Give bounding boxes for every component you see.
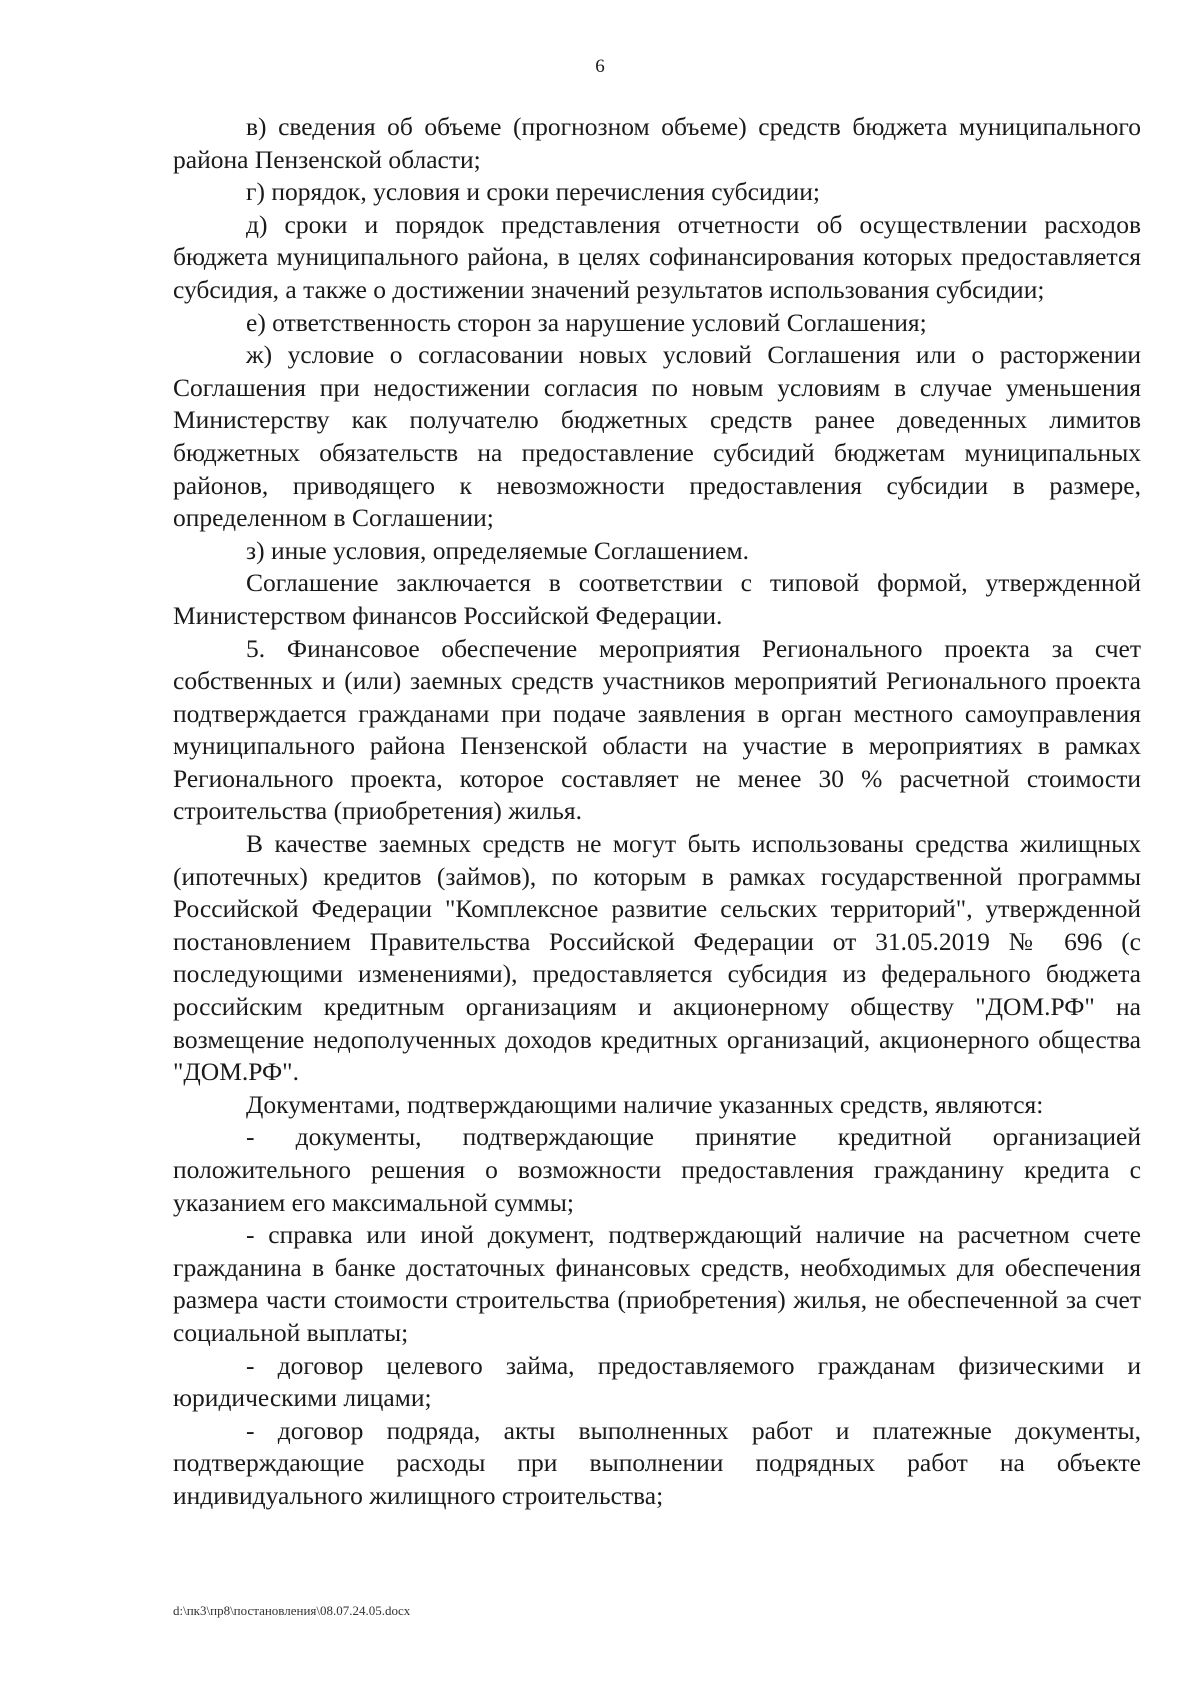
page-number: 6 <box>595 56 605 77</box>
paragraph-item-zh: ж) условие о согласовании новых условий Соглашения или о расторжении Соглашения при недостижении согласия по новым условиям в случае уменьшения Министерству как получателю бюджетных средств ранее доведенных лимитов бюджетных обязательств на предоставление субсидий бюджетам муниципальных районов, приводящего к невозможности предоставления субсидии в размере, определенном в Соглашении; <box>173 340 1141 533</box>
footer-file-path: d:\пк3\пр8\постановления\08.07.24.05.docx <box>173 1603 411 1618</box>
paragraph-borrowed-funds: В качестве заемных средств не могут быть использованы средства жилищных (ипотечных) кредитов (займов), по которым в рамках государственной программы Российской Федерации "Комплексное развитие сельских территорий", утвержденной постановлением Правительства Российской Федерации от 31.05.2019 № 696 (с последующими изменениями), предоставляется субсидия из федерального бюджета российским кредитным организациям и акционерному обществу "ДОМ.РФ" на возмещение недополученных доходов кредитных организаций, акционерного общества "ДОМ.РФ". <box>173 829 1141 1087</box>
paragraph-item-e: е) ответственность сторон за нарушение условий Соглашения; <box>246 307 927 337</box>
list-item-credit-decision: - документы, подтверждающие принятие кредитной организацией положительного решения о возможности предоставления гражданину кредита с указанием его максимальной суммы; <box>173 1122 1141 1217</box>
paragraph-item-d: д) сроки и порядок представления отчетности об осуществлении расходов бюджета муниципального района, в целях софинансирования которых предоставляется субсидия, а также о достижении значений результатов использования субсидии; <box>173 209 1141 304</box>
paragraph-documents-intro: Документами, подтверждающими наличие указанных средств, являются: <box>246 1089 1044 1119</box>
paragraph-clause-5: 5. Финансовое обеспечение мероприятия Регионального проекта за счет собственных и (или) заемных средств участников мероприятий Регионального проекта подтверждается гражданами при подаче заявления в орган местного самоуправления муниципального района Пензенской области на участие в мероприятиях в рамках Регионального проекта, которое составляет не менее 30 % расчетной стоимости строительства (приобретения) жилья. <box>173 633 1141 826</box>
paragraph-item-v: в) сведения об объеме (прогнозном объеме) средств бюджета муниципального района Пензенской области; <box>173 112 1141 174</box>
document-body <box>173 111 1141 1513</box>
list-item-contract-agreement: - договор подряда, акты выполненных работ и платежные документы, подтверждающие расходы при выполнении подрядных работ на объекте индивидуального жилищного строительства; <box>173 1415 1141 1510</box>
paragraph-item-g: г) порядок, условия и сроки перечисления субсидии; <box>246 177 820 207</box>
paragraph-item-z: з) иные условия, определяемые Соглашением. <box>246 535 749 565</box>
list-item-loan-agreement: - договор целевого займа, предоставляемого гражданам физическими и юридическими лицами; <box>173 1350 1141 1413</box>
paragraph-agreement-form: Соглашение заключается в соответствии с типовой формой, утвержденной Министерством финансов Российской Федерации. <box>173 568 1141 630</box>
list-item-bank-statement: - справка или иной документ, подтверждающий наличие на расчетном счете гражданина в банке достаточных финансовых средств, необходимых для обеспечения размера части стоимости строительства (приобретения) жилья, не обеспеченной за счет социальной выплаты; <box>173 1220 1141 1347</box>
